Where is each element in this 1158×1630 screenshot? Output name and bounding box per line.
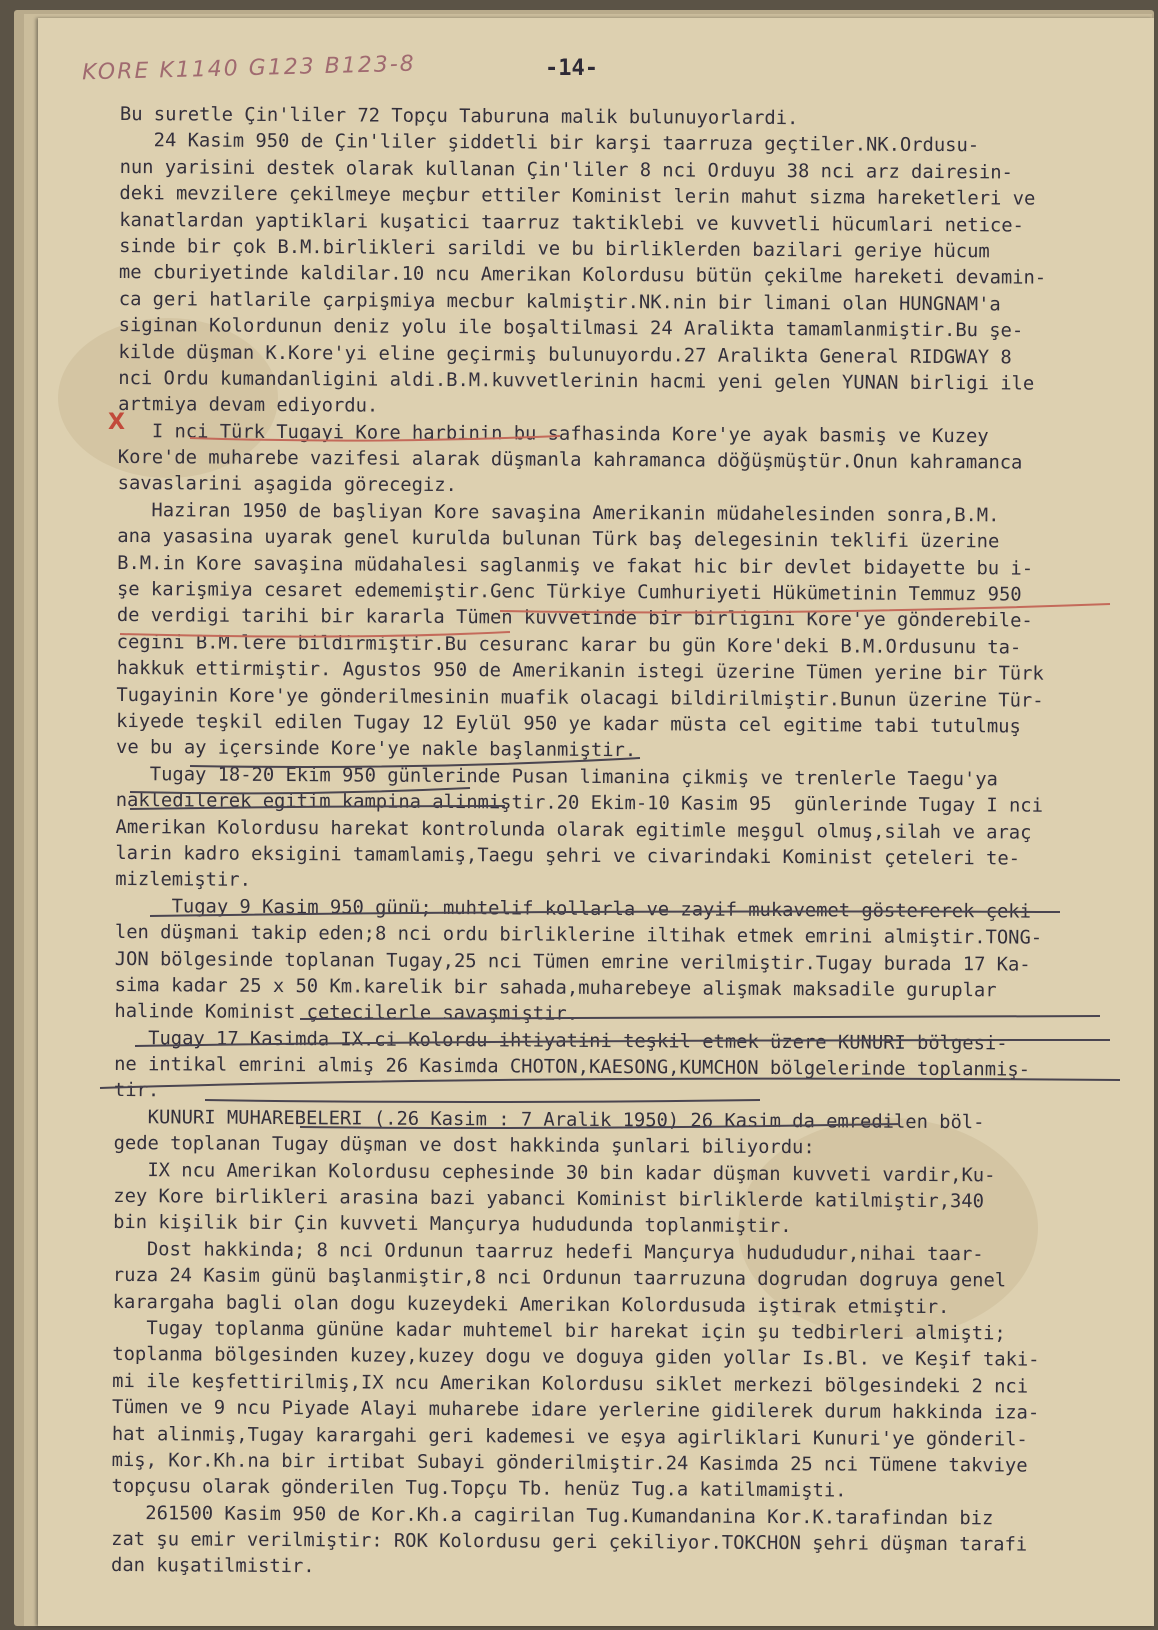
text-line: miş, Kor.Kh.na bir irtibat Subayi gönderilmiştir.24 Kasimda 25 nci Tümene takviye — [111, 1449, 1028, 1477]
text-line: karargaha bagli olan dogu kuzeydeki Amerikan Kolordusuda iştirak etmiştir. — [112, 1291, 950, 1318]
text-line: de verdigi tarihi bir kararla Tümen kuvvetinde bir birligini Kore'ye gönderebile- — [116, 605, 1033, 633]
text-line: larin kadro eksigini tamamlamiş,Taegu şehri ve civarindaki Kominist çeteleri te- — [115, 842, 1021, 870]
pencil-underline — [300, 1124, 900, 1128]
pencil-strike — [135, 1040, 1110, 1046]
pencil-underline — [130, 788, 470, 793]
text-line: nci Ordu kumandanligini aldi.B.M.kuvvetlerinin hacmi yeni gelen YUNAN birligi ile — [118, 367, 1035, 395]
text-line: ruza 24 Kasim günü başlanmiştir,8 nci Ordunun taarruzuna dogrudan dogruya genel — [112, 1265, 1007, 1292]
text-line: KUNURI MUHAREBELERI (.26 Kasim : 7 Aralik 1950) 26 Kasim da emredilen böl- — [113, 1106, 985, 1134]
text-line: kiyede teşkil edilen Tugay 12 Eylül 950 ye kadar müsta cel egitime tabi tutulmuş — [116, 710, 1021, 738]
margin-x-mark: X — [108, 410, 125, 435]
text-line: me cburiyetinde kaldilar.10 ncu Amerikan Kolordusu bütün çekilme hareketi devamin- — [118, 262, 1047, 290]
text-line: Tugay 18-20 Ekim 950 günlerinde Pusan limanina çikmiş ve trenlerle Taegu'ya — [115, 763, 998, 791]
text-line: mi ile keşfettirilmiş,IX ncu Amerikan Kolordusu siklet merkezi bölgesindeki 2 nci — [112, 1370, 1029, 1398]
pencil-strike — [130, 806, 505, 809]
text-line: artmiya devam ediyordu. — [118, 394, 379, 417]
text-line: savaslarini aşagida görecegiz. — [117, 473, 457, 497]
text-line: zey Kore birlikleri arasina bazi yabanci Kominist birliklerde katilmiştir,340 — [113, 1185, 985, 1213]
page-number: -14- — [545, 56, 598, 81]
pencil-underline — [100, 1079, 1120, 1088]
text-line: şe karişmiya cesaret edememiştir.Genc Türkiye Cumhuriyeti Hükümetinin Temmuz 950 — [116, 579, 1022, 606]
text-line: Tugay 9 Kasim 950 günü; muhtelif kollarla ve zayif mukavemet göstererek çeki — [115, 895, 1032, 923]
text-line: Tugay toplanma gününe kadar muhtemel bir harekat için şu tedbirleri almişti; — [112, 1317, 1006, 1345]
text-line: nakledilerek egitim kampina alinmiştir.20 Ekim-10 Kasim 95 günlerinde Tugay I nci — [115, 790, 1043, 817]
text-line: Tugay 17 Kasimda IX.ci Kolordu ihtiyatini teşkil etmek üzere KUNURI bölgesi- — [114, 1027, 1008, 1055]
text-line: kilde düşman K.Kore'yi eline geçirmiş bulunuyordu.27 Aralikta General RIDGWAY 8 — [118, 341, 1012, 368]
pencil-underline — [205, 1100, 760, 1102]
red-underline — [190, 436, 560, 441]
text-line: 24 Kasim 950 de Çin'liler şiddetli bir karşi taarruza geçtiler.NK.Ordusu- — [119, 130, 980, 157]
text-line: kanatlardan yaptiklari kuşatici taarruz taktiklebi ve kuvvetli hücumlari netice- — [119, 209, 1024, 237]
text-line: Dost hakkinda; 8 nci Ordunun taarruz hedefi Mançurya hudududur,nihai taar- — [112, 1238, 984, 1266]
red-underline — [120, 632, 510, 637]
text-line: tir. — [113, 1080, 160, 1102]
text-line: B.M.in Kore savaşina müdahalesi saglanmiş ve fakat hic bir devlet bidayette bu i- — [117, 552, 1034, 580]
text-line: cegini B.M.lere bildirmiştir.Bu cesuranc karar bu gün Kore'deki B.M.Ordusunu ta- — [116, 631, 1022, 659]
text-line: gede toplanan Tugay düşman ve dost hakkinda şunlari biliyordu: — [113, 1133, 815, 1159]
text-line: deki mevzilere çekilmeye meçbur ettiler Kominist lerin mahut sizma hareketleri ve — [119, 183, 1036, 210]
archive-reference: KORE K1140 G123 B123-8 — [81, 51, 417, 86]
text-line: 261500 Kasim 950 de Kor.Kh.a cagirilan Tug.Kumandanina Kor.K.tarafindan biz — [111, 1502, 994, 1530]
text-line: Kore'de muharebe vazifesi alarak düşmanla kahramanca döğüşmüştür.Onun kahramanca — [117, 447, 1023, 474]
text-line: Tümen ve 9 ncu Piyade Alayi muharebe idare yerlerine gidilerek durum hakkinda iza- — [111, 1397, 1040, 1424]
text-line: ca geri hatlarile çarpişmiya mecbur kalmiştir.NK.nin bir limani olan HUNGNAM'a — [118, 288, 1001, 316]
text-line: toplanma bölgesinden kuzey,kuzey dogu ve doguya giden yollar Is.Bl. ve Keşif taki- — [112, 1344, 1040, 1371]
text-line: siginan Kolordunun deniz yolu ile boşaltilmasi 24 Aralikta tamamlanmiştir.Bu şe- — [118, 315, 1024, 342]
text-line: IX ncu Amerikan Kolordusu cephesinde 30 bin kadar düşman kuvveti vardir,Ku- — [113, 1159, 996, 1186]
pencil-underline — [300, 1016, 1100, 1019]
text-line: nun yarisini destek olarak kullanan Çin'liler 8 nci Orduyu 38 nci arz dairesin- — [119, 156, 1013, 184]
text-line: bin kişilik bir Çin kuvveti Mançurya hududunda toplanmiştir. — [113, 1212, 792, 1238]
pencil-underline — [190, 758, 640, 767]
text-line: I nci Türk Tugayi Kore harbinin bu safhasinda Kore'ye ayak basmiş ve Kuzey — [117, 420, 989, 447]
text-line: JON bölgesinde toplanan Tugay,25 nci Tümen emrine verilmiştir.Tugay burada 17 Ka- — [114, 948, 1031, 976]
text-line: len düşmani takip eden;8 nci ordu birliklerine iltihak etmek emrini almiştir.TONG- — [114, 922, 1043, 949]
text-line: Bu suretle Çin'liler 72 Topçu Taburuna malik bulunuyorlardi. — [119, 103, 799, 130]
text-line: topçusu olarak gönderilen Tug.Topçu Tb. henüz Tug.a katilmamişti. — [111, 1476, 847, 1502]
text-line: hakkuk ettirmiştir. Agustos 950 de Amerikanin istegi üzerine Tümen yerine bir Türk — [116, 658, 1044, 685]
text-line: dan kuşatilmistir. — [110, 1555, 315, 1578]
text-line: sima kadar 25 x 50 Km.karelik bir sahada,muharebeye alişmak maksadile guruplar — [114, 974, 997, 1002]
text-line: Tugayinin Kore'ye gönderilmesinin muafik olacagi bildirilmiştir.Bunun üzerine Tür- — [116, 684, 1044, 712]
text-line: hat alinmiş,Tugay karargahi geri kademesi ve eşya agirliklari Kunuri'ye gönderil- — [111, 1423, 1028, 1451]
text-line: mizlemiştir. — [115, 869, 251, 892]
text-line: halinde Kominist çetecilerle savaşmiştir. — [114, 1001, 579, 1026]
text-line: ne intikal emrini almiş 26 Kasimda CHOTON,KAESONG,KUMCHON bölgelerinde toplanmiş- — [114, 1054, 1031, 1081]
text-line: ve bu ay içersinde Kore'ye nakle başlanmiştir. — [115, 737, 637, 762]
text-line: zat şu emir verilmiştir: ROK Kolordusu geri çekiliyor.TOKCHON şehri düşman tarafi — [111, 1529, 1028, 1556]
red-underline — [500, 604, 1110, 612]
text-line: ana yasasina uyarak genel kurulda bulunan Türk baş delegesinin teklifi üzerine — [117, 526, 1000, 553]
text-line: Haziran 1950 de başliyan Kore savaşina Amerikanin müdahelesinden sonra,B.M. — [117, 499, 1000, 527]
text-line: sinde bir çok B.M.birlikleri sarildi ve bu birliklerden bazilari geriye hücum — [119, 235, 990, 263]
pencil-strike — [150, 912, 1060, 917]
text-line: Amerikan Kolordusu harekat kontrolunda olarak egitimle meşgul olmuş,silah ve araç — [115, 816, 1032, 844]
